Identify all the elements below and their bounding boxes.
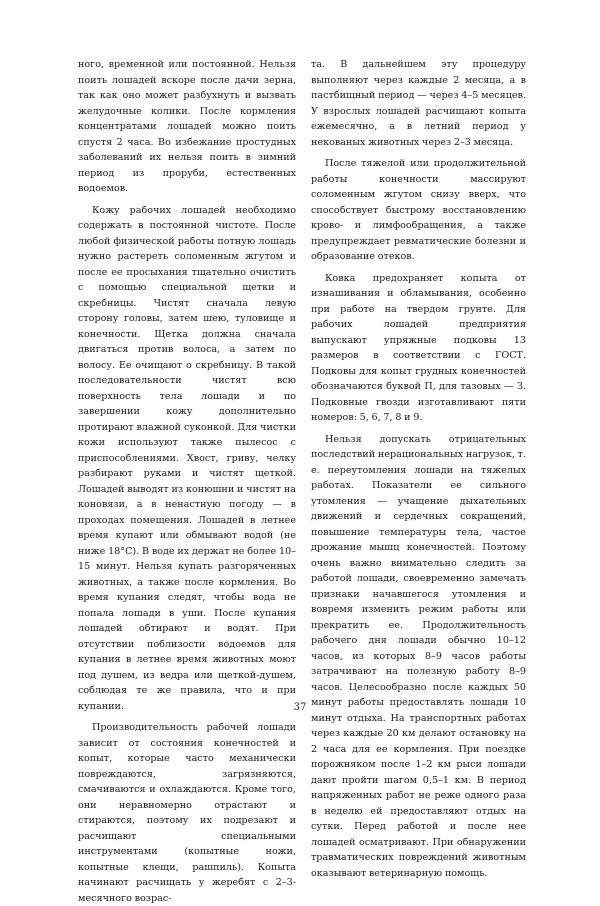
- paragraph: Кожу рабочих лошадей необходимо содержать в постоянной чистоте. После любой физической работы потную лошадь нужно растереть соломенным жгутом и после ее просыхания тщательно очистить с помощью специальной щетки и скребницы. Чистят сначала левую сторону головы, затем шею, туловище и конечности. Щетка должна сначала двигаться против волоса, а затем по волосу. Ее очищают о скребницу. В такой последовательности чистят всю поверхность тела лошади и по завершении кожу дополнительно протирают влажной суконкой. Для чистки кожи используют также пылесос с приспособлениями. Хвост, гриву, челку разбирают руками и чистят щеткой. Лошадей выводят из конюшни и чистят на коновязи, а в ненастную погоду — в проходах помещения. Лошадей в летнее время купают или обмывают водой (не ниже 18°C). В воде их держат не более 10–15 минут. Нельзя купать разгоряченных животных, а также после кормления. Во время купания следят, чтобы вода не попала лошади в уши. После купания лошадей обтирают и водят. При отсутствии поблизости водоемов для купания в летнее время животных моют под душем, из ведра или щеткой-душем, соблюдая те же правила, что и при купании.: [78, 204, 296, 712]
- paragraph: та. В дальнейшем эту процедуру выполняют через каждые 2 месяца, а в пастбищный период — через 4–5 месяцев. У взрослых лошадей расчищают копыта ежемесячно, а в летний период у некованых животных через 2–3 месяца.: [311, 59, 526, 148]
- paragraph: ного, временной или постоянной. Нельзя поить лошадей вскоре после дачи зерна, так как оно может разбухнуть и вызвать желудочные колики. После кормления концентратами лошадей можно поить спустя 2 часа. Во избежание простудных заболеваний их нельзя поить в зимний период из проруби, естественных водоемов.: [78, 59, 296, 194]
- paragraph: Производительность рабочей лошади зависит от состояния конечностей и копыт, которые часто механически повреждаются, загрязняются, смачиваются и охлаждаются. Кроме того, они неравномерно отрастают и стираются, поэтому их подрезают и расчищают специальными инструментами (копытные ножи, копытные клещи, рашпиль). Копыта начинают расчищать у жеребят с 2–3-месячного возрас-: [78, 722, 296, 904]
- paragraph: После тяжелой или продолжительной работы конечности массируют соломенным жгутом снизу вверх, что способствует быстрому восстановлению крово- и лимфообращения, а также предупреждает ревматические болезни и образование отеков.: [311, 158, 526, 262]
- left-column: [78, 57, 296, 906]
- paragraph: Ковка предохраняет копыта от изнашивания и обламывания, особенно при работе на твердом грунте. Для рабочих лошадей предприятия выпускают упряжные подковы 13 размеров в соответствии с ГОСТ. Подковы для копыт грудных конечностей обозначаются буквой П, для тазовых — З. Подковные гвозди изготавливают пяти номеров: 5, 6, 7, 8 и 9.: [311, 272, 526, 423]
- right-column: [311, 57, 526, 881]
- page-number: 37: [293, 702, 307, 713]
- paragraph: Нельзя допускать отрицательных последствий нерациональных нагрузок, т. е. переутомления лошади на тяжелых работах. Показатели ее сильного утомления — учащение дыхательных движений и сердечных сокращений, повышение температуры тела, частое дрожание мышц конечностей. Поэтому очень важно внимательно следить за работой лошади, своевременно замечать признаки начавшегося утомления и вовремя изменить режим работы или прекратить ее. Продолжительность рабочего дня лошади обычно 10–12 часов, из которых 8–9 часов работы затрачивают на полезную работу 8–9 часов. Целесообразно после каждых 50 минут работы предоставлять лошади 10 минут отдыха. На транспортных работах через каждые 20 км делают остановку на 2 часа для ее кормления. При поездке порожняком после 1–2 км рыси лошади дают пройти шагом 0,5–1 км. В период напряженных работ не реже одного раза в неделю ей предоставляют отдых на сутки. Перед работой и после нее лошадей осматривают. При обнаружении травматических повреждений животным оказывают ветеринарную помощь.: [311, 433, 526, 879]
